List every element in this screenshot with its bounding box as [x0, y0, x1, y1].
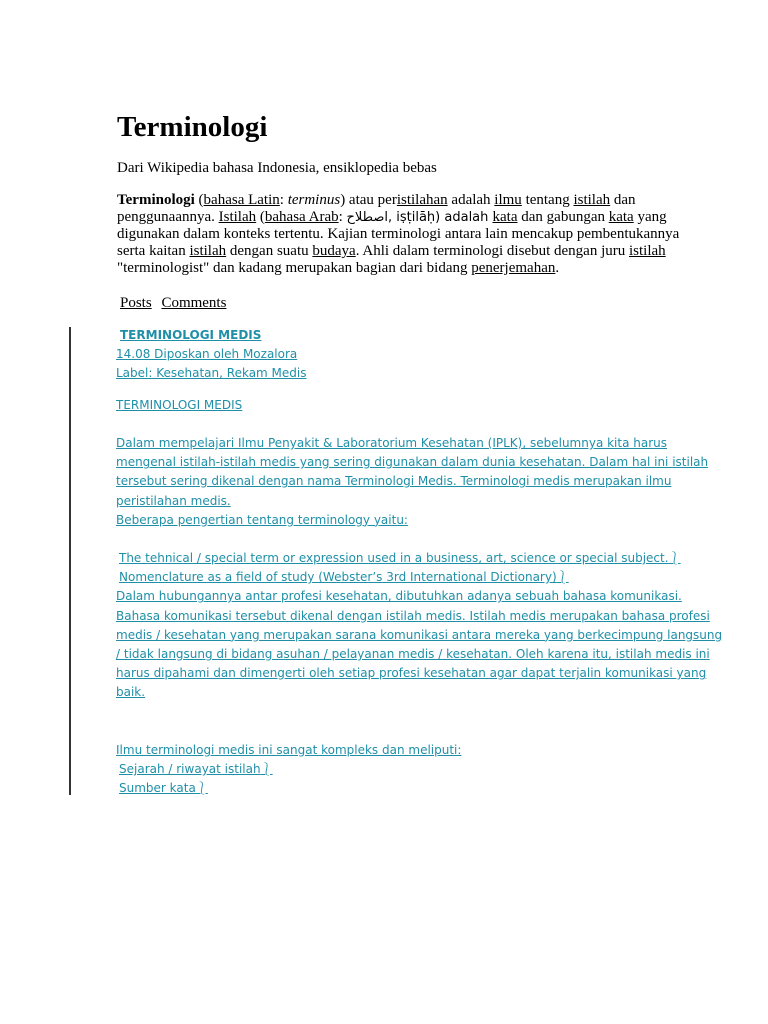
- page-title: Terminologi: [117, 111, 268, 143]
- text: dan gabungan: [517, 209, 609, 225]
- post-heading[interactable]: TERMINOLOGI MEDIS: [120, 328, 262, 342]
- bracket-glyph: ⎱: [260, 762, 273, 777]
- text: yang: [633, 209, 667, 225]
- list-item: [116, 760, 722, 779]
- bracket-glyph: ⎱: [556, 570, 569, 585]
- post-paragraph-line: harus dipahami dan dimengerti oleh setiap profesi kesehatan agar dapat terjalin komunikasi yang: [116, 666, 707, 681]
- arabic-text: اصطلاح: [346, 210, 388, 225]
- list-item-text: Sumber kata: [119, 781, 196, 796]
- spacer: [116, 415, 722, 434]
- text: ) atau per: [340, 192, 397, 208]
- post-paragraph-line: baik.: [116, 685, 146, 700]
- list-item: [116, 779, 722, 798]
- link-istilah-3[interactable]: istilah: [189, 243, 227, 259]
- intro-line-1: [117, 192, 702, 209]
- text: (: [194, 192, 204, 208]
- post-paragraph-line: tersebut sering dikenal dengan nama Terminologi Medis. Terminologi medis merupakan ilmu: [116, 474, 672, 489]
- term-bold: Terminologi: [117, 192, 195, 208]
- bracket-glyph: ⎱: [195, 781, 208, 796]
- link-bahasa-arab[interactable]: bahasa Arab: [264, 209, 339, 225]
- spacer: [116, 722, 722, 741]
- term-italic: terminus: [287, 192, 341, 208]
- definition-item: [116, 549, 722, 568]
- blog-nav: [120, 294, 232, 312]
- definition-text: The tehnical / special term or expression used in a business, art, science or special subject.: [119, 551, 669, 566]
- intro-line-5: [117, 260, 702, 277]
- intro-line-4: [117, 243, 702, 260]
- link-istilah[interactable]: istilah: [573, 192, 611, 208]
- text: .: [555, 260, 560, 276]
- definition-text: Nomenclature as a field of study (Webster’s 3rd International Dictionary): [119, 570, 557, 585]
- link-ilmu[interactable]: ilmu: [494, 192, 522, 208]
- intro-paragraph: [117, 192, 702, 277]
- text: "terminologist" dan kadang merupakan bagian dari bidang: [117, 260, 472, 276]
- posts-link[interactable]: Posts: [120, 295, 152, 311]
- link-budaya[interactable]: budaya: [312, 243, 356, 259]
- post-paragraph-line: Ilmu terminologi medis ini sangat kompleks dan meliputi:: [116, 742, 462, 757]
- link-penerjemahan[interactable]: penerjemahan: [471, 260, 556, 276]
- link-kata-2[interactable]: kata: [608, 209, 634, 225]
- list-item-text: Sejarah / riwayat istilah: [119, 762, 261, 777]
- text: dan: [610, 192, 636, 208]
- intro-line-2: [117, 209, 702, 226]
- text: penggunaannya.: [117, 209, 219, 225]
- text: :: [279, 192, 288, 208]
- text: . Ahli dalam terminologi disebut dengan juru: [355, 243, 629, 259]
- post-paragraph-line: medis / kesehatan yang merupakan sarana komunikasi antara mereka yang berkecimpung langsung: [116, 627, 723, 642]
- post-paragraph-line: Dalam mempelajari Ilmu Penyakit & Laboratorium Kesehatan (IPLK), sebelumnya kita harus: [116, 435, 668, 450]
- text: tentang: [521, 192, 574, 208]
- vertical-divider: [69, 327, 71, 795]
- post-paragraph-line: Bahasa komunikasi tersebut dikenal dengan istilah medis. Istilah medis merupakan bahasa profesi: [116, 608, 710, 623]
- post-paragraph-line: peristilahan medis.: [116, 493, 231, 508]
- comments-link[interactable]: Comments: [161, 295, 227, 311]
- bracket-glyph: ⎱: [668, 551, 681, 566]
- post-paragraph-line: mengenal istilah-istilah medis yang sering digunakan dalam dunia kesehatan. Dalam hal ini istilah: [116, 455, 709, 470]
- spacer: [116, 703, 722, 722]
- link-istilah-4[interactable]: istilah: [629, 243, 666, 259]
- page-subtitle: Dari Wikipedia bahasa Indonesia, ensiklopedia bebas: [117, 160, 437, 176]
- definition-item: [116, 568, 722, 587]
- link-kata[interactable]: kata: [492, 209, 518, 225]
- post-meta-labels[interactable]: Label: Kesehatan, Rekam Medis: [116, 366, 307, 381]
- spacer: [116, 530, 722, 549]
- text: adalah: [447, 192, 495, 208]
- link-istilahan[interactable]: istilahan: [396, 192, 448, 208]
- blog-post: [116, 326, 722, 799]
- post-subheading: TERMINOLOGI MEDIS: [116, 397, 243, 412]
- post-paragraph-line: / tidak langsung di bidang asuhan / pelayanan medis / kesehatan. Oleh karena itu, istilah medis ini: [116, 647, 710, 661]
- post-paragraph-line: Beberapa pengertian tentang terminology yaitu:: [116, 512, 408, 527]
- link-bahasa-latin[interactable]: bahasa Latin: [203, 192, 280, 208]
- text: :: [338, 209, 347, 225]
- link-istilah-2[interactable]: Istilah: [218, 209, 257, 225]
- text: (: [256, 209, 265, 225]
- intro-line-3: digunakan dalam konteks tertentu. Kajian terminologi antara lain mencakup pembentukannya: [117, 226, 680, 242]
- text: serta kaitan: [117, 243, 190, 259]
- text: dengan suatu: [226, 243, 313, 259]
- post-paragraph-line: Dalam hubungannya antar profesi kesehatan, dibutuhkan adanya sebuah bahasa komunikasi.: [116, 589, 682, 604]
- transliteration: , iṣṭilāḥ) adalah: [388, 210, 493, 225]
- spacer: [116, 384, 722, 396]
- post-meta-date-author[interactable]: 14.08 Diposkan oleh Mozalora: [116, 347, 298, 362]
